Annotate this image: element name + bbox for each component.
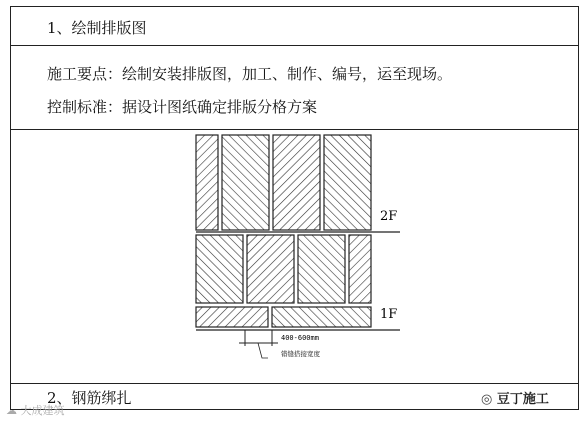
watermark-left: ☁ 大成建筑 [6, 404, 65, 417]
section-title: 1、绘制排版图 [47, 19, 147, 37]
panel [324, 135, 371, 230]
floor-label-2f: 2F [380, 209, 398, 224]
panel [247, 235, 294, 303]
dimension-note: 错缝搭接宽度 [281, 350, 320, 358]
floor-label-1f: 1F [380, 307, 398, 322]
watermark-right: ◎ 豆丁施工 [481, 392, 549, 407]
construction-points-text: 施工要点：绘制安装排版图，加工、制作、编号，运至现场。 [47, 65, 453, 83]
control-standard-text: 控制标准：据设计图纸确定排版分格方案 [47, 98, 318, 116]
next-section-title: 2、钢筋绑扎 [47, 389, 132, 407]
dimension-value: 400-600mm [281, 334, 319, 342]
dimension-leader [258, 343, 268, 358]
panel [349, 235, 371, 303]
panel [298, 235, 345, 303]
panel [222, 135, 269, 230]
panel [196, 135, 218, 230]
panel [196, 235, 243, 303]
wechat-icon: ◎ [481, 392, 493, 407]
watermark-left-icon: ☁ [6, 404, 17, 417]
base-strip [196, 307, 268, 327]
base-strip [272, 307, 371, 327]
panel [273, 135, 320, 230]
